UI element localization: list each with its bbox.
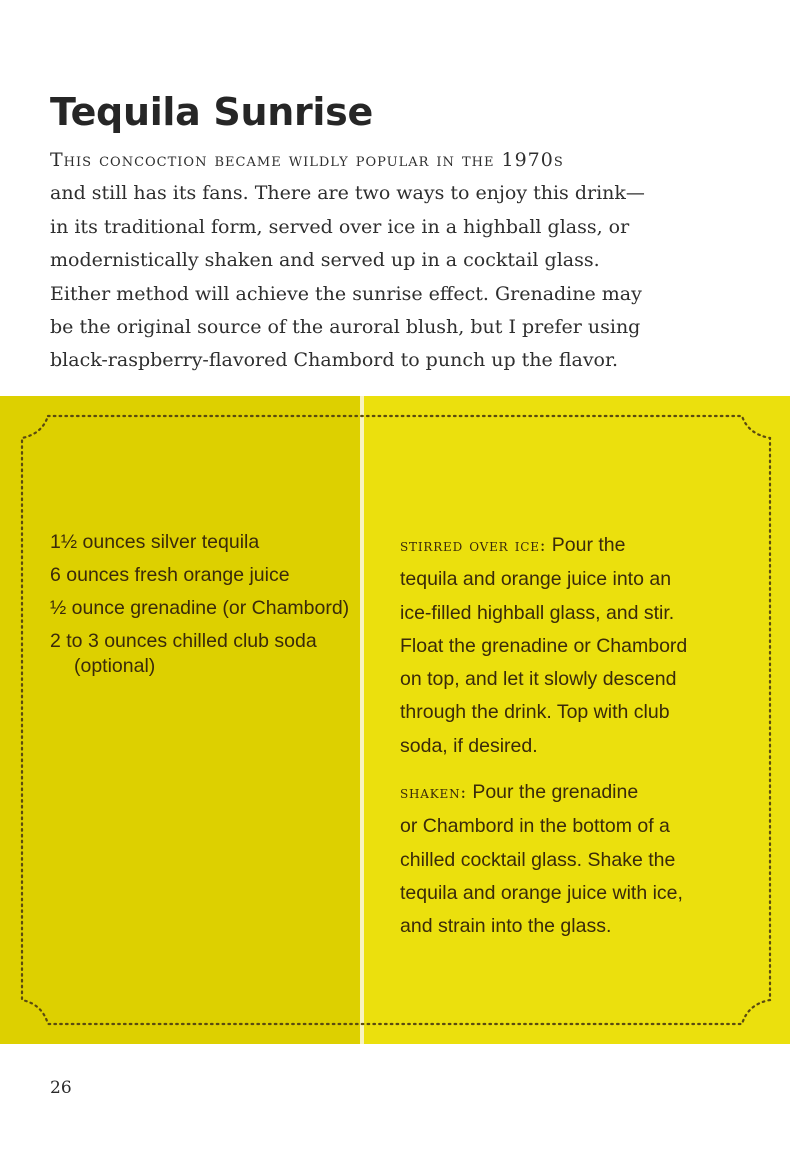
ingredient-item: 6 ounces fresh orange juice — [50, 564, 290, 586]
method-line: tequila and orange juice with ice, — [400, 881, 683, 904]
intro-line: in its traditional form, served over ice in a highball glass, or — [50, 215, 630, 238]
method-stirred — [400, 529, 745, 763]
method-line — [400, 776, 745, 810]
ingredient-item: 1½ ounces silver tequila — [50, 531, 260, 553]
method-line: ice-filled highball glass, and stir. — [400, 601, 675, 624]
method-label-stirred: stirred over ice: — [400, 536, 547, 556]
method-text: Pour the grenadine — [472, 781, 639, 804]
ingredient-item: ½ ounce grenadine (or Chambord) — [50, 597, 350, 619]
intro-line: be the original source of the auroral blush, but I prefer using — [50, 316, 641, 339]
method-line: tequila and orange juice into an — [400, 568, 672, 591]
intro-line: black-raspberry-flavored Chambord to punch up the flavor. — [50, 349, 619, 372]
method-instructions — [400, 529, 745, 957]
page-number: 26 — [50, 1078, 72, 1098]
method-line: on top, and let it slowly descend — [400, 668, 677, 691]
method-line: soda, if desired. — [400, 734, 538, 757]
method-line — [400, 529, 745, 563]
intro-line: Either method will achieve the sunrise effect. Grenadine may — [50, 282, 642, 305]
method-line: or Chambord in the bottom of a — [400, 815, 670, 838]
intro-line: modernistically shaken and served up in a cocktail glass. — [50, 249, 600, 272]
method-line: Float the grenadine or Chambord — [400, 634, 688, 657]
recipe-title: Tequila Sunrise — [50, 90, 373, 134]
intro-paragraph — [50, 144, 750, 378]
ingredients-list — [50, 530, 350, 687]
method-shaken — [400, 776, 745, 943]
intro-lead: This concoction became wildly popular in the 1970s — [50, 149, 564, 171]
ingredient-item: 2 to 3 ounces chilled club soda (optional) — [50, 630, 317, 677]
method-line: through the drink. Top with club — [400, 701, 670, 724]
method-line: and strain into the glass. — [400, 915, 612, 938]
method-text: Pour the — [551, 534, 626, 556]
method-line: chilled cocktail glass. Shake the — [400, 848, 676, 871]
method-label-shaken: shaken: — [400, 783, 467, 804]
intro-line: and still has its fans. There are two ways to enjoy this drink— — [50, 182, 645, 205]
